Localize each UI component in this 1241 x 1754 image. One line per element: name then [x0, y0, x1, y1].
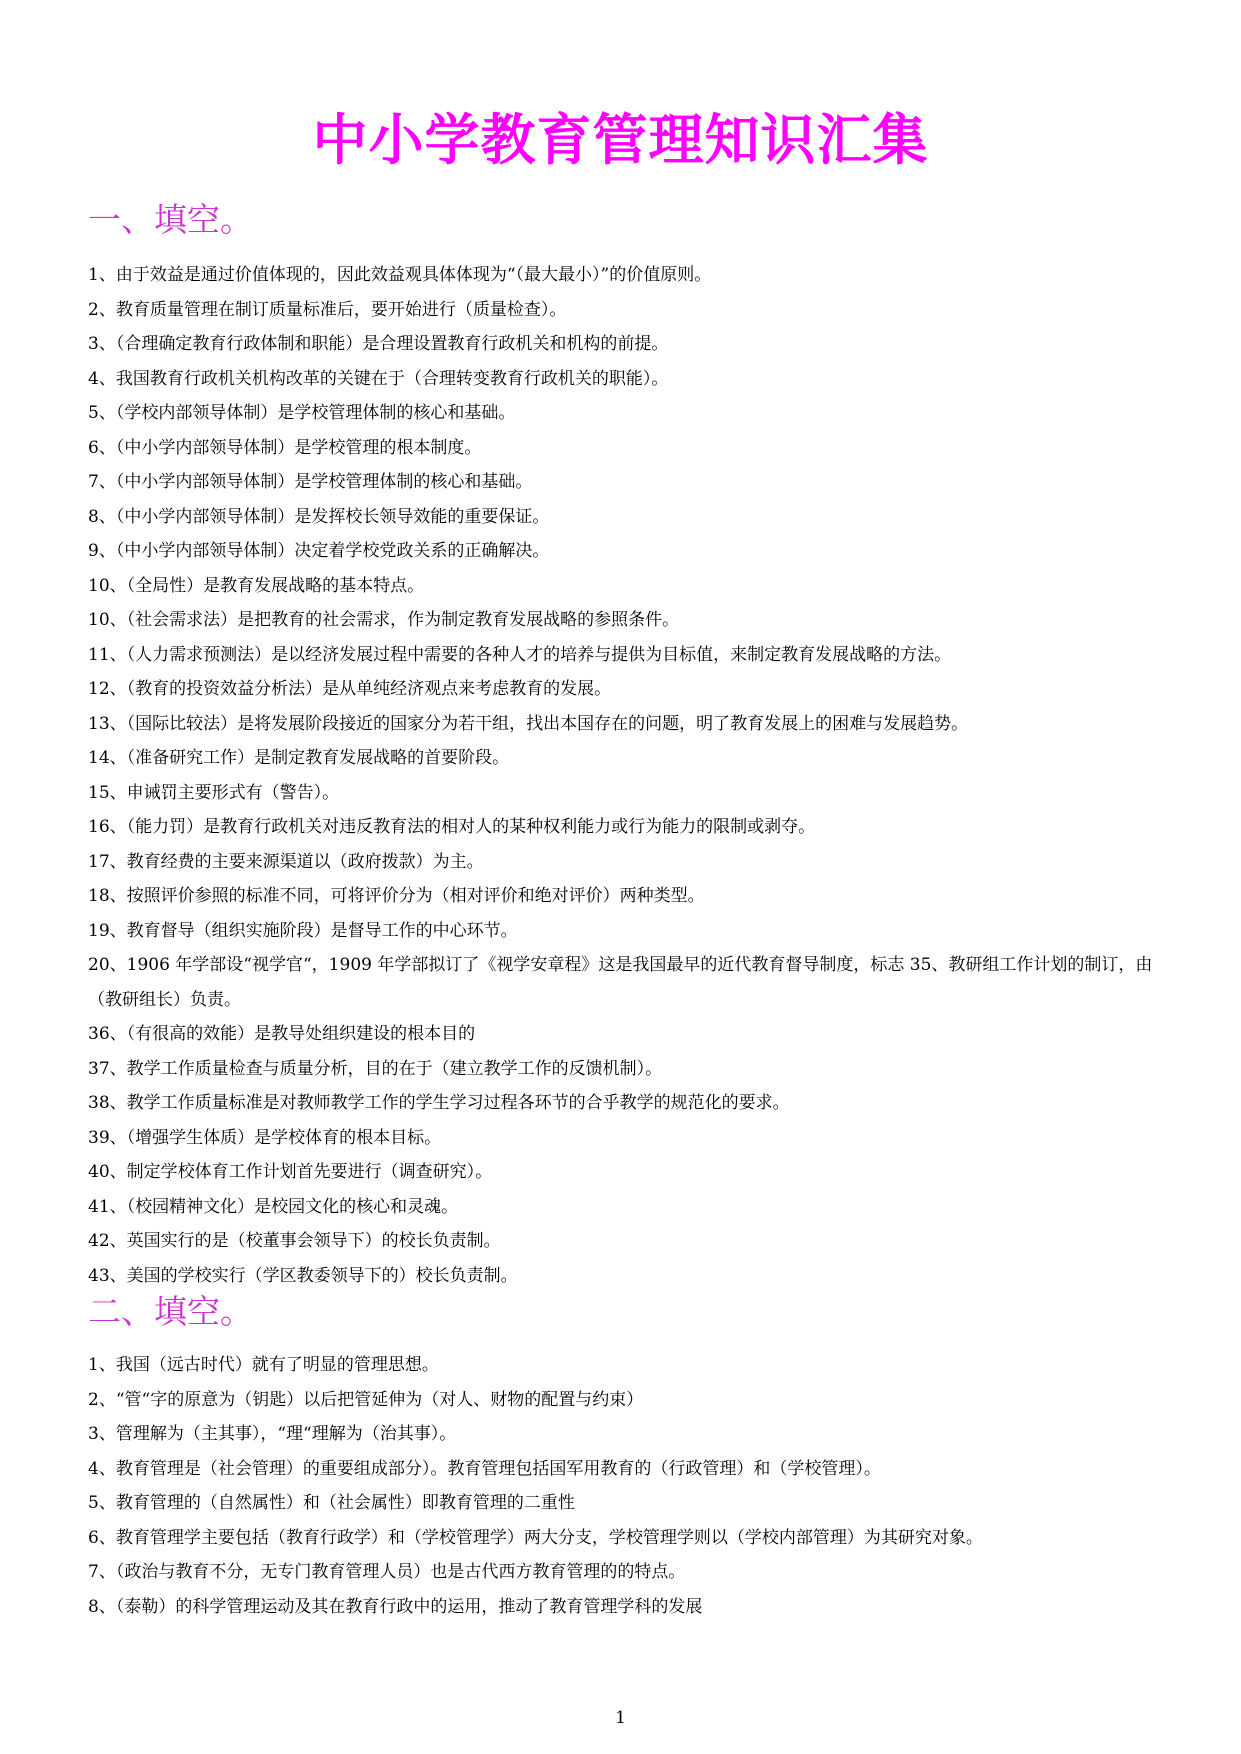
list-item: 12、（教育的投资效益分析法）是从单纯经济观点来考虑教育的发展。	[88, 679, 612, 699]
list-item: 19、教育督导（组织实施阶段）是督导工作的中心环节。	[88, 920, 518, 941]
list-item: 8、（中小学内部领导体制）是发挥校长领导效能的重要保证。	[88, 506, 550, 527]
list-item: 9、（中小学内部领导体制）决定着学校党政关系的正确解决。	[88, 541, 550, 561]
section-heading-1: 一、填空。	[88, 200, 253, 239]
list-item: 18、按照评价参照的标准不同，可将评价分为（相对评价和绝对评价）两种类型。	[88, 886, 705, 906]
page-number: 1	[615, 1708, 626, 1728]
list-item: 17、教育经费的主要来源渠道以（政府拨款）为主。	[88, 851, 484, 872]
list-item: 41、（校园精神文化）是校园文化的核心和灵魂。	[88, 1196, 459, 1217]
list-item: 6、（中小学内部领导体制）是学校管理的根本制度。	[88, 437, 482, 458]
list-item: 20、1906 年学部设“视学官“，1909 年学部拟订了《视学安章程》这是我国最早的近代教育督导制度，标志 35、教研组工作计划的制订，由（教研组长）负责。	[88, 955, 1153, 1010]
list-item: 15、申诫罚主要形式有（警告）。	[88, 782, 340, 803]
list-item: 13、（国际比较法）是将发展阶段接近的国家分为若干组，找出本国存在的问题，明了教育发展上的困难与发展趋势。	[88, 713, 969, 734]
list-item: 2、教育质量管理在制订质量标准后，要开始进行（质量检查）。	[88, 299, 567, 320]
list-item: 4、教育管理是（社会管理）的重要组成部分）。教育管理包括国军用教育的（行政管理）和（学校管理）。	[88, 1458, 881, 1479]
list-item: 5、（学校内部领导体制）是学校管理体制的核心和基础。	[88, 403, 516, 423]
fill-in-list-2	[88, 1348, 1168, 1624]
list-item: 2、“管“字的原意为（钥匙）以后把管延伸为（对人、财物的配置与约束）	[88, 1389, 644, 1410]
list-item: 38、教学工作质量标准是对教师教学工作的学生学习过程各环节的合乎教学的规范化的要求。	[88, 1093, 790, 1113]
list-item: 1、我国（远古时代）就有了明显的管理思想。	[88, 1355, 439, 1375]
list-item: 10、（社会需求法）是把教育的社会需求，作为制定教育发展战略的参照条件。	[88, 610, 680, 630]
list-item: 3、（合理确定教育行政体制和职能）是合理设置教育行政机关和机构的前提。	[88, 334, 669, 354]
list-item: 43、美国的学校实行（学区教委领导下的）校长负责制。	[88, 1265, 518, 1286]
fill-in-list-1	[88, 258, 1168, 1293]
list-item: 40、制定学校体育工作计划首先要进行（调查研究）。	[88, 1162, 493, 1182]
list-item: 8、（泰勒）的科学管理运动及其在教育行政中的运用，推动了教育管理学科的发展	[88, 1596, 703, 1617]
list-item: 36、（有很高的效能）是教导处组织建设的根本目的	[88, 1024, 476, 1044]
document-title: 中小学教育管理知识汇集	[312, 107, 929, 172]
section-heading-2: 二、填空。	[88, 1292, 253, 1331]
list-item: 10、（全局性）是教育发展战略的基本特点。	[88, 575, 425, 596]
list-item: 42、英国实行的是（校董事会领导下）的校长负责制。	[88, 1231, 501, 1251]
list-item: 1、由于效益是通过价值体现的，因此效益观具体体现为“（最大最小）”的价值原则。	[88, 265, 712, 285]
list-item: 7、（中小学内部领导体制）是学校管理体制的核心和基础。	[88, 472, 533, 492]
list-item: 11、（人力需求预测法）是以经济发展过程中需要的各种人才的培养与提供为目标值，来制定教育发展战略的方法。	[88, 644, 952, 665]
list-item: 16、（能力罚）是教育行政机关对违反教育法的相对人的某种权利能力或行为能力的限制或剥夺。	[88, 817, 816, 837]
list-item: 39、（增强学生体质）是学校体育的根本目标。	[88, 1127, 442, 1148]
list-item: 6、教育管理学主要包括（教育行政学）和（学校管理学）两大分支，学校管理学则以（学校内部管理）为其研究对象。	[88, 1527, 983, 1548]
list-item: 37、教学工作质量检查与质量分析，目的在于（建立教学工作的反馈机制）。	[88, 1058, 663, 1079]
list-item: 3、管理解为（主其事），“理“理解为（治其事）。	[88, 1424, 457, 1444]
list-item: 4、我国教育行政机关机构改革的关键在于（合理转变教育行政机关的职能）。	[88, 368, 669, 389]
list-item: 7、（政治与教育不分，无专门教育管理人员）也是古代西方教育管理的的特点。	[88, 1562, 686, 1582]
list-item: 5、教育管理的（自然属性）和（社会属性）即教育管理的二重性	[88, 1493, 575, 1513]
list-item: 14、（准备研究工作）是制定教育发展战略的首要阶段。	[88, 748, 510, 768]
